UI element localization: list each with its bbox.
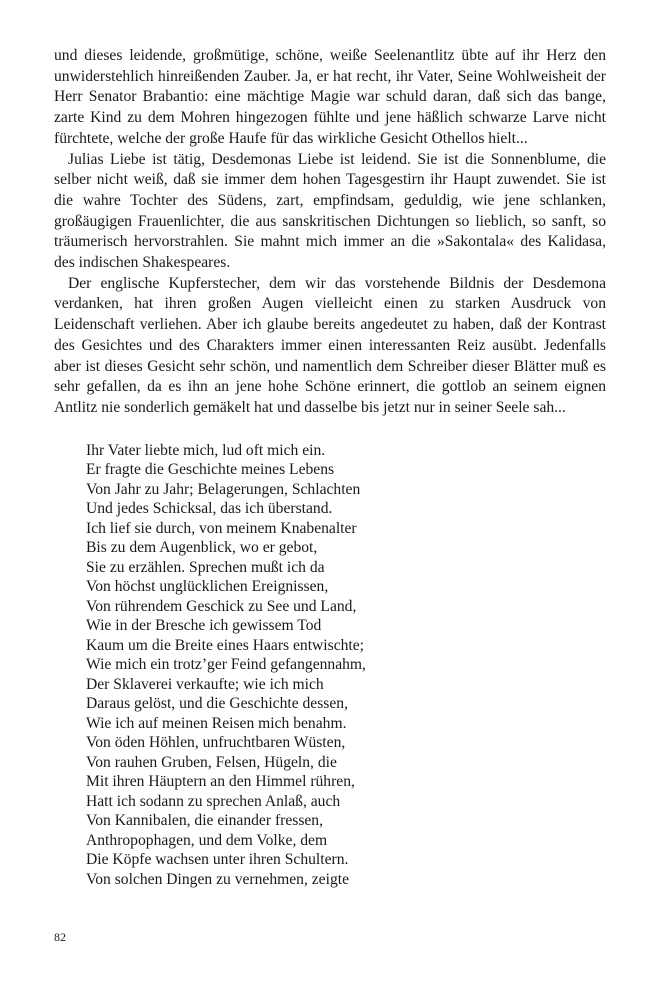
verse-line: Kaum um die Breite eines Haars entwischte;	[86, 636, 364, 654]
verse-line: Ihr Vater liebte mich, lud oft mich ein.	[86, 441, 326, 459]
verse-line: Von rührendem Geschick zu See und Land,	[86, 597, 357, 615]
page-body	[54, 46, 606, 889]
verse-line: Ich lief sie durch, von meinem Knabenalter	[86, 519, 357, 537]
verse-line: Von rauhen Gruben, Felsen, Hügeln, die	[86, 753, 337, 771]
verse-line: Der Sklaverei verkaufte; wie ich mich	[86, 675, 324, 693]
verse-line: Die Köpfe wachsen unter ihren Schultern.	[86, 851, 349, 869]
verse-line: Von öden Höhlen, unfruchtbaren Wüsten,	[86, 734, 346, 752]
paragraph-2: Julias Liebe ist tätig, Desdemonas Liebe ist leidend. Sie ist die Sonnenblume, die selber nicht weiß, daß sie immer dem hohen Tagesgestirn ihr Haupt zuwendet. Sie ist die wahre Tochter des Südens, zart, empfindsam, geduldig, wie jene schlanken, großäugigen Frauenlichter, die aus sanskritischen Dichtungen so lieblich, so sanft, so träumerisch hervorstrahlen. Sie mahnt mich immer an die »Sakontala« des Kalidasa, des indischen Shakespeares.	[54, 150, 606, 272]
verse-line: Hatt ich sodann zu sprechen Anlaß, auch	[86, 792, 341, 810]
verse-line: Bis zu dem Augenblick, wo er gebot,	[86, 539, 318, 557]
verse-line: Von Kannibalen, die einander fressen,	[86, 812, 324, 830]
verse-line: Daraus gelöst, und die Geschichte dessen,	[86, 695, 348, 713]
verse-line: Er fragte die Geschichte meines Lebens	[86, 461, 335, 479]
verse-line: Anthropophagen, und dem Volke, dem	[86, 831, 328, 849]
prose-section	[54, 46, 606, 419]
paragraph-1: und dieses leidende, großmütige, schöne, weiße Seelenantlitz übte auf ihr Herz den unwiderstehlich hinreißenden Zauber. Ja, er hat recht, ihr Vater, Seine Wohlweisheit der Herr Senator Brabantio: eine mächtige Magie war schuld daran, daß sich das bange, zarte Kind zu dem Mohren hingezogen fühlte und jene häßlich schwarze Larve nicht fürchtete, welche der große Haufe für das wirkliche Gesicht Othellos hielt...	[54, 47, 606, 147]
verse-line: Mit ihren Häuptern an den Himmel rühren,	[86, 773, 355, 791]
page-number: 82	[54, 930, 66, 944]
paragraph-3: Der englische Kupferstecher, dem wir das vorstehende Bildnis der Desdemona verdanken, hat ihren großen Augen vielleicht einen zu starken Ausdruck von Leidenschaft verliehen. Aber ich glaube bereits angedeutet zu haben, daß der Kontrast des Gesichtes und des Charakters immer einen interessanten Reiz ausübt. Jedenfalls aber ist dieses Gesicht sehr schön, und namentlich dem Schreiber dieser Blätter muß es sehr gefallen, da es ihn an jene hohe Schöne erinnert, die gottlob an seinem eignen Antlitz nie sonderlich gemäkelt hat und dasselbe bis jetzt nur in seiner Seele sah...	[54, 274, 606, 416]
verse-line: Wie ich auf meinen Reisen mich benahm.	[86, 714, 347, 732]
verse-line: Und jedes Schicksal, das ich überstand.	[86, 500, 333, 518]
verse-line: Von solchen Dingen zu vernehmen, zeigte	[86, 870, 349, 888]
verse-line: Von Jahr zu Jahr; Belagerungen, Schlachten	[86, 480, 361, 498]
verse-line: Von höchst unglücklichen Ereignissen,	[86, 578, 329, 596]
verse-quotation	[54, 441, 606, 890]
verse-line: Wie mich ein trotz’ger Feind gefangennahm,	[86, 656, 366, 674]
verse-line: Wie in der Bresche ich gewissem Tod	[86, 617, 322, 635]
verse-line: Sie zu erzählen. Sprechen mußt ich da	[86, 558, 325, 576]
